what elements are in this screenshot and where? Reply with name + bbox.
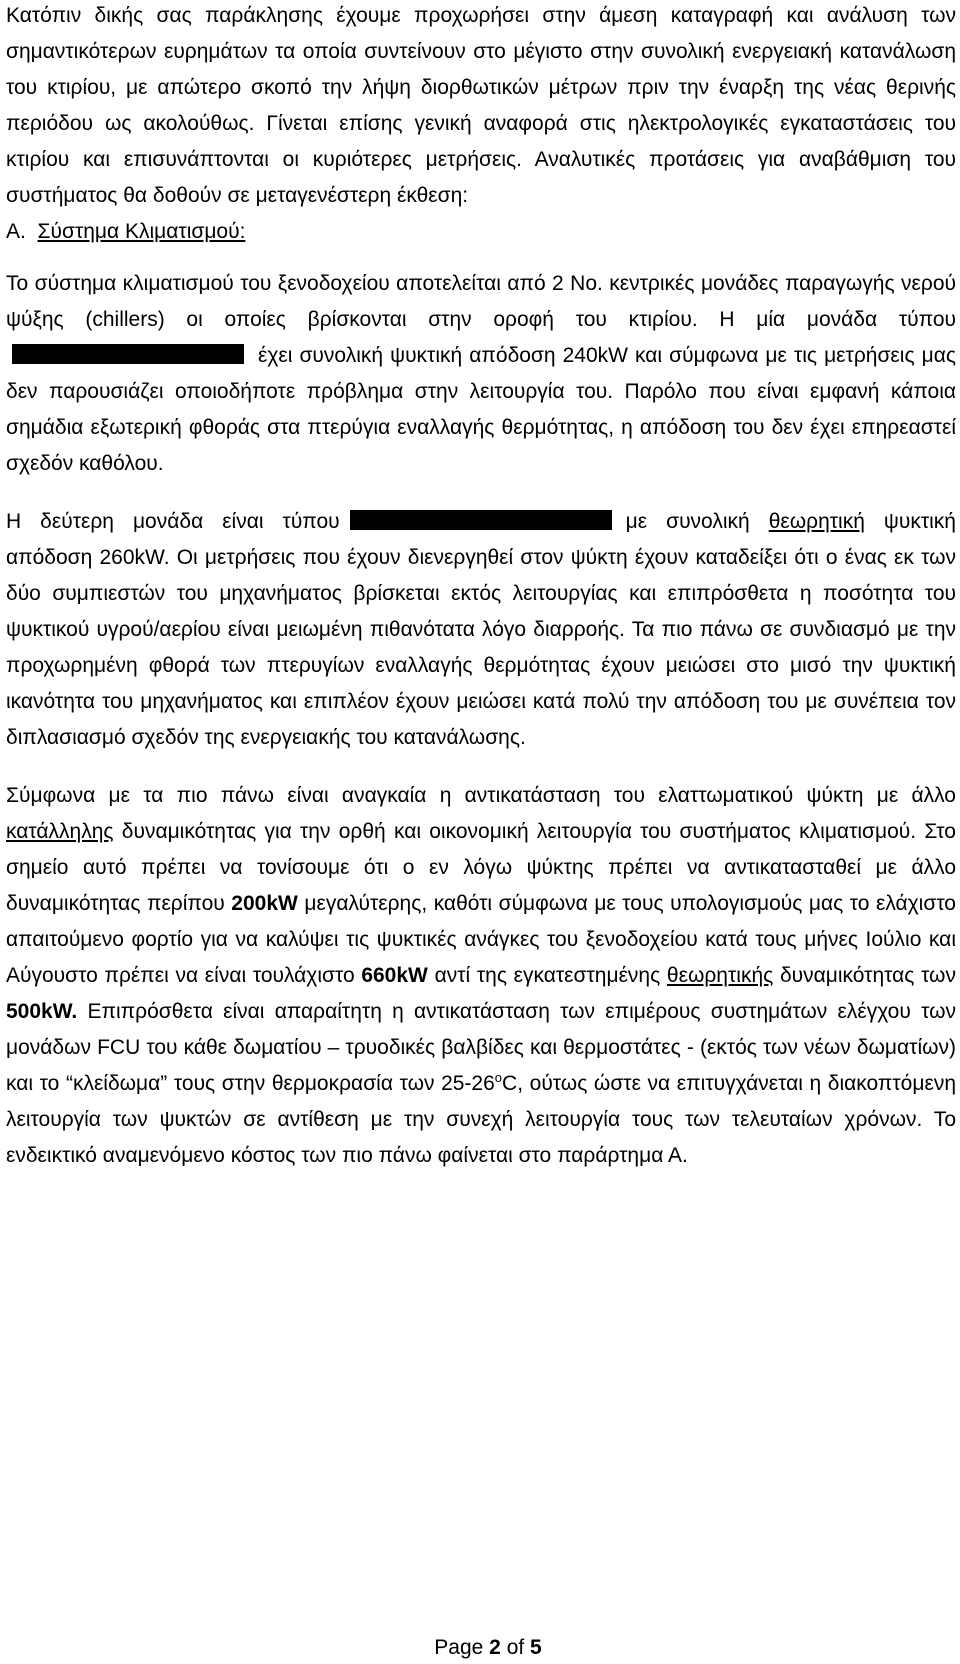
recommendation-text-5: δυναμικότητας των (779, 964, 956, 987)
bold-value: 200kW (231, 892, 298, 915)
page-footer (0, 1634, 960, 1662)
redacted-model-block (12, 344, 244, 364)
degree-superscript: ο (494, 1070, 503, 1085)
recommendation-text-6: Επιπρόσθετα είναι απαραίτητη η αντικατάσταση των επιμέρους συστημάτων ελέγχου των μονάδων FCU του κάθε δωματίου – τρυοδικές βαλβίδες και θερμοστάτες - (εκτός των νέων δωματίων) και το “κλείδωμα” τους στην θερμοκρασία των 25-26 (6, 1000, 956, 1095)
recommendation-text-1: Σύμφωνα με τα πιο πάνω είναι αναγκαία η αντικατάσταση του ελαττωματικού ψύκτη με άλλο (6, 784, 956, 807)
page-word: Page (434, 1636, 484, 1659)
page-number (434, 1634, 541, 1662)
document-body (6, 0, 956, 1174)
chiller-one-text-end: έχει συνολική ψυκτική απόδοση 240kW και σύμφωνα με τις μετρήσεις μας δεν παρουσιάζει οποιοδήποτε πρόβλημα στην λειτουργία του. Παρόλο που είναι εμφανή κάποια σημάδια εξωτερική φθοράς στα πτερύγια εναλλαγής θερμότητας, η απόδοση του δεν έχει επηρεαστεί σχεδόν καθόλου. (6, 344, 956, 475)
section-heading (6, 214, 956, 250)
recommendation-text-7: C, ούτως ώστε να επιτυγχάνεται η διακοπτόμενη λειτουργία των ψυκτών σε αντίθεση με την συνεχή λειτουργία τους των τελευταίων χρόνων. Το ενδεικτικό αναμενόμενο κόστος των πιο πάνω φαίνεται στο παράρτημα Α. (6, 1072, 956, 1167)
recommendation-paragraph (6, 778, 956, 1174)
recommendation-text-3: μεγαλύτερης, καθότι σύμφωνα με τους υπολογισμούς μας το ελάχιστο απαιτούμενο φορτίο για να καλύψει τις ψυκτικές ανάγκες του ξενοδοχείου κατά τους μήνες Ιούλιο και Αύγουστο πρέπει να είναι τουλάχιστο (6, 892, 956, 987)
intro-paragraph: Κατόπιν δικής σας παράκλησης έχουμε προχωρήσει στην άμεση καταγραφή και ανάλυση των σημαντικότερων ευρημάτων τα οποία συντείνουν στο μέγιστο στην συνολική ενεργειακή κατανάλωση του κτιρίου, με απώτερο σκοπό την λήψη διορθωτικών μέτρων πριν την έναρξη της νέας θερινής περιόδου ως ακολούθως. Γίνεται επίσης γενική αναφορά στις ηλεκτρολογικές εγκαταστάσεις του κτιρίου και επισυνάπτονται οι κυριότερες μετρήσεις. Αναλυτικές προτάσεις για αναβάθμιση του συστήματος θα δοθούν σε μεταγενέστερη έκθεση: (6, 4, 956, 207)
chiller-two-text-start: Η δεύτερη μονάδα είναι τύπου (6, 510, 340, 533)
section-title: Σύστημα Κλιματισμού: (37, 220, 246, 243)
bold-value: 660kW (361, 964, 428, 987)
recommendation-text-4: αντί της εγκατεστημένης (434, 964, 661, 987)
bold-value: 500kW. (6, 1000, 78, 1023)
current-page: 2 (489, 1636, 501, 1659)
chiller-two-text-mid: με συνολική (625, 510, 750, 533)
recommendation-text-2: δυναμικότητας για την ορθή και οικονομική λειτουργία του συστήματος κλιματισμού. Στο σημείο αυτό πρέπει να τονίσουμε ότι ο εν λόγω ψύκτης πρέπει να αντικατασταθεί με άλλο δυναμικότητας περίπου (6, 820, 956, 915)
chiller-one-paragraph (6, 266, 956, 482)
redacted-model-block (350, 510, 612, 530)
underlined-word: κατάλληλης (6, 820, 114, 843)
underlined-word: θεωρητικής (666, 964, 774, 987)
chiller-one-text-start: Το σύστημα κλιματισμού του ξενοδοχείου αποτελείται από 2 Νο. κεντρικές μονάδες παραγωγής νερού ψύξης (chillers) οι οποίες βρίσκονται στην οροφή του κτιρίου. Η μία μονάδα τύπου (6, 272, 956, 331)
section-letter: Α. (6, 220, 26, 243)
chiller-two-text-end: ψυκτική απόδοση 260kW. Οι μετρήσεις που έχουν διενεργηθεί στον ψύκτη έχουν καταδείξει ότι ο ένας εκ των δύο συμπιεστών του μηχανήματος βρίσκεται εκτός λειτουργίας και επιπρόσθετα η ποσότητα του ψυκτικού υγρού/αερίου είναι μειωμένη πιθανότατα λόγο διαρροής. Τα πιο πάνω σε συνδιασμό με την προχωρημένη φθορά των πτερυγίων εναλλαγής θερμότητας έχουν μειώσει στο μισό την ψυκτική ικανότητα του μηχανήματος και επιπλέον έχουν μειώσει κατά πολύ την απόδοση του με συνέπεια τον διπλασιασμό σχεδόν της ενεργειακής του κατανάλωσης. (6, 510, 956, 749)
underlined-word: θεωρητική (768, 510, 865, 533)
total-pages: 5 (530, 1636, 542, 1659)
of-word: of (506, 1636, 525, 1659)
chiller-two-paragraph (6, 504, 956, 756)
